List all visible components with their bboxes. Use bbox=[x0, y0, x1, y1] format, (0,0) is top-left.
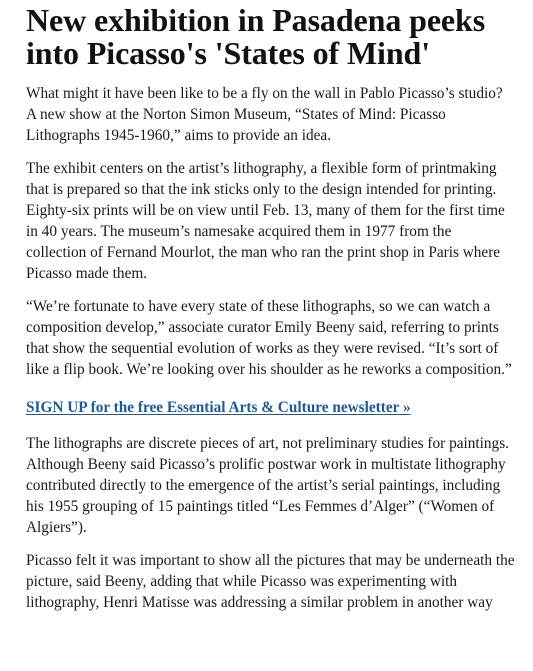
article-paragraph: “We’re fortunate to have every state of these lithographs, so we can watch a composition develop,” associate curator Emily Beeny said, referring to prints that show the sequential evolution of works as they were revised. “It’s sort of like a flip book. We’re looking over his shoulder as he reworks a composition.” bbox=[26, 298, 512, 378]
article-paragraph: What might it have been like to be a fly on the wall in Pablo Picasso’s studio? A new show at the Norton Simon Museum, “States of Mind: Picasso Lithographs 1945-1960,” aims to provide an idea. bbox=[26, 85, 503, 144]
newsletter-signup-link[interactable]: SIGN UP for the free Essential Arts & Culture newsletter » bbox=[26, 399, 411, 416]
article-paragraph: Picasso felt it was important to show all the pictures that may be underneath the picture, said Beeny, adding that while Picasso was experimenting with lithography, Henri Matisse was addressing a similar problem in another way bbox=[26, 552, 515, 611]
newsletter-signup bbox=[26, 397, 515, 418]
article-paragraph: The exhibit centers on the artist’s lithography, a flexible form of printmaking that is prepared so that the ink sticks only to the design intended for printing. Eighty-six prints will be on view until Feb. 13, many of them for the first time in 40 years. The museum’s namesake acquired them in 1977 from the collection of Fernand Mourlot, the man who ran the print shop in Paris where Picasso made them. bbox=[26, 160, 505, 282]
article-paragraph: The lithographs are discrete pieces of art, not preliminary studies for paintings. Although Beeny said Picasso’s prolific postwar work in multistate lithography contributed directly to the emergence of the artist’s serial paintings, including his 1955 grouping of 15 paintings titled “Les Femmes d’Alger” (“Women of Algiers”). bbox=[26, 435, 509, 536]
article-headline: New exhibition in Pasadena peeks into Picasso's 'States of Mind' bbox=[26, 2, 486, 71]
